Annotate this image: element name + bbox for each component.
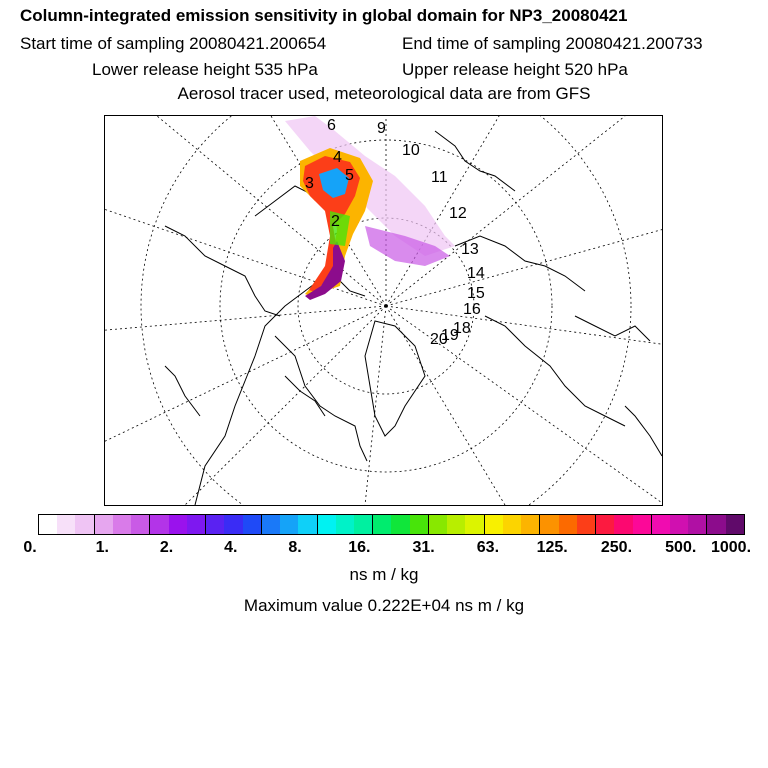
colorbar-swatch: [169, 515, 187, 534]
colorbar-swatch: [670, 515, 688, 534]
end-time-label: End time of sampling 20080421.200733: [402, 34, 703, 53]
emission-sensitivity-plume: [285, 116, 455, 300]
trajectory-label: 3: [305, 175, 314, 192]
colorbar-tick-label: 63.: [476, 539, 500, 556]
colorbar-swatch: [391, 515, 409, 534]
colorbar-swatch: [298, 515, 317, 534]
trajectory-label: 20: [430, 331, 448, 348]
colorbar-swatch: [688, 515, 707, 534]
colorbar: [38, 514, 745, 535]
trajectory-label: 2: [331, 213, 340, 230]
colorbar-tick-label: 0.: [23, 539, 37, 556]
lower-height-label: Lower release height 535 hPa: [92, 60, 318, 79]
map-canvas: [105, 116, 662, 505]
colorbar-swatch: [465, 515, 484, 534]
trajectory-label: 18: [453, 320, 471, 337]
colorbar-swatch: [485, 515, 503, 534]
colorbar-swatch: [410, 515, 429, 534]
trajectory-label: 16: [463, 301, 481, 318]
colorbar-swatch: [447, 515, 465, 534]
colorbar-swatch: [318, 515, 336, 534]
colorbar-swatch: [354, 515, 373, 534]
colorbar-swatch: [521, 515, 540, 534]
colorbar-tick-label: 2.: [159, 539, 174, 556]
maximum-value-label: Maximum value 0.222E+04 ns m / kg: [243, 596, 525, 615]
colorbar-swatch: [39, 515, 57, 534]
colorbar-swatch: [262, 515, 280, 534]
colorbar-swatch: [652, 515, 670, 534]
colorbar-tick-label: 125.: [536, 539, 568, 556]
colorbar-swatch: [336, 515, 354, 534]
colorbar-swatch: [726, 515, 744, 534]
colorbar-swatch: [614, 515, 632, 534]
colorbar-swatch: [503, 515, 521, 534]
colorbar-swatch: [113, 515, 131, 534]
colorbar-swatch: [150, 515, 168, 534]
colorbar-tick-label: 1000.: [710, 539, 752, 556]
colorbar-swatch: [95, 515, 113, 534]
colorbar-tick-label: 31.: [412, 539, 435, 556]
colorbar-swatch: [224, 515, 242, 534]
trajectory-label: 19: [441, 327, 459, 344]
tracer-note: Aerosol tracer used, meteorological data are from GFS: [177, 84, 591, 103]
colorbar-swatch: [280, 515, 298, 534]
colorbar-swatch: [206, 515, 224, 534]
colorbar-swatch: [707, 515, 725, 534]
colorbar-tick-label: 1.: [95, 539, 109, 556]
trajectory-label: 10: [402, 142, 420, 159]
trajectory-label: 9: [377, 120, 386, 137]
trajectory-label: 5: [345, 167, 354, 184]
colorbar-swatch: [540, 515, 558, 534]
colorbar-tick-label: 8.: [288, 539, 302, 556]
colorbar-tick-label: 500.: [665, 539, 697, 556]
upper-height-label: Upper release height 520 hPa: [402, 60, 628, 79]
colorbar-swatch: [559, 515, 577, 534]
start-time-label: Start time of sampling 20080421.200654: [20, 34, 327, 53]
plot-title: Column-integrated emission sensitivity in global domain for NP3_20080421: [20, 6, 628, 25]
trajectory-label: 15: [467, 285, 485, 302]
colorbar-swatch: [429, 515, 447, 534]
colorbar-units: ns m / kg: [349, 565, 419, 584]
colorbar-swatch: [633, 515, 652, 534]
trajectory-label: 14: [467, 265, 485, 282]
polar-map: [104, 115, 663, 506]
trajectory-label: 11: [431, 169, 448, 186]
colorbar-tick-label: 4.: [224, 539, 238, 556]
colorbar-swatch: [57, 515, 75, 534]
trajectory-label: 6: [327, 117, 336, 134]
colorbar-swatch: [596, 515, 614, 534]
colorbar-swatch: [243, 515, 262, 534]
colorbar-swatch: [131, 515, 150, 534]
colorbar-tick-label: 250.: [600, 539, 633, 556]
colorbar-swatch: [373, 515, 391, 534]
colorbar-swatch: [187, 515, 206, 534]
trajectory-label: 13: [461, 241, 479, 258]
trajectory-label: 4: [333, 149, 342, 166]
colorbar-swatch: [75, 515, 94, 534]
colorbar-swatch: [577, 515, 596, 534]
trajectory-label: 12: [449, 205, 467, 222]
coastlines: [165, 131, 662, 505]
colorbar-tick-label: 16.: [348, 539, 371, 556]
